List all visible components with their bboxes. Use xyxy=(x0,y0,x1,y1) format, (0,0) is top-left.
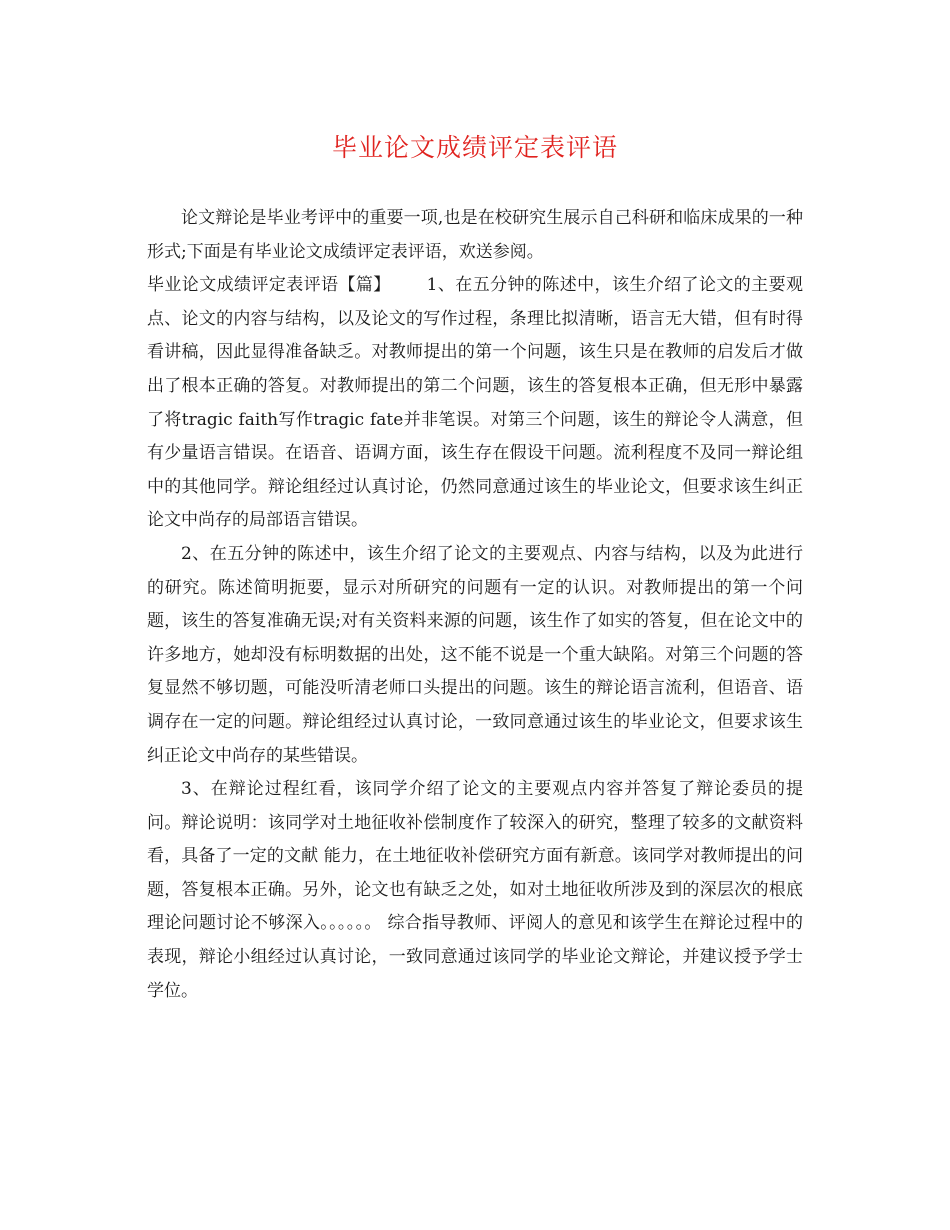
intro-paragraph: 论文辩论是毕业考评中的重要一项,也是在校研究生展示自己科研和临床成果的一种形式;下面是有毕业论文成绩评定表评语，欢送参阅。 xyxy=(147,208,803,262)
paragraph-2: 2、在五分钟的陈述中，该生介绍了论文的主要观点、内容与结构，以及为此进行的研究。陈述简明扼要，显示对所研究的问题有一定的认识。对教师提出的第一个问题，该生的答复准确无误;对有关资料来源的问题，该生作了如实的答复，但在论文中的许多地方，她却没有标明数据的出处，这不能不说是一个重大缺陷。对第三个问题的答复显然不够切题，可能没听清老师口头提出的问题。该生的辩论语言流利，但语音、语调存在一定的问题。辩论组经过认真讨论，一致同意通过该生的毕业论文，但要求该生纠正论文中尚存的某些错误。 xyxy=(147,543,803,766)
section-label: 毕业论文成绩评定表评语【篇】 xyxy=(147,275,391,296)
section-paragraph-1 xyxy=(147,269,803,538)
document-title: 毕业论文成绩评定表评语 xyxy=(331,133,618,162)
document-body xyxy=(147,202,803,1008)
paragraph-3: 3、在辩论过程红看，该同学介绍了论文的主要观点内容并答复了辩论委员的提问。辩论说明：该同学对土地征收补偿制度作了较深入的研究，整理了较多的文献资料看，具备了一定的文献 能力，在土地征收补偿研究方面有新意。该同学对教师提出的问题，答复根本正确。另外，论文也有缺乏之处，如对土地征收所涉及到的深层次的根底理论问题讨论不够深入。。。。。。 综合指导教师、评阅人的意见和该学生在辩论过程中的表现，辩论小组经过认真讨论，一致同意通过该同学的毕业论文辩论，并建议授予学士学位。 xyxy=(147,779,803,1001)
paragraph-1-text: 1、在五分钟的陈述中，该生介绍了论文的主要观点、论文的内容与结构，以及论文的写作过程，条理比拟清晰，语言无大错，但有时得看讲稿，因此显得准备缺乏。对教师提出的第一个问题，该生只是在教师的启发后才做出了根本正确的答复。对教师提出的第二个问题，该生的答复根本正确，但无形中暴露了将tragic faith写作tragic fate并非笔误。对第三个问题，该生的辩论令人满意，但有少量语言错误。在语音、语调方面，该生存在假设干问题。流利程度不及同一辩论组中的其他同学。辩论组经过认真讨论，仍然同意通过该生的毕业论文，但要求该生纠正论文中尚存的局部语言错误。 xyxy=(147,275,803,531)
